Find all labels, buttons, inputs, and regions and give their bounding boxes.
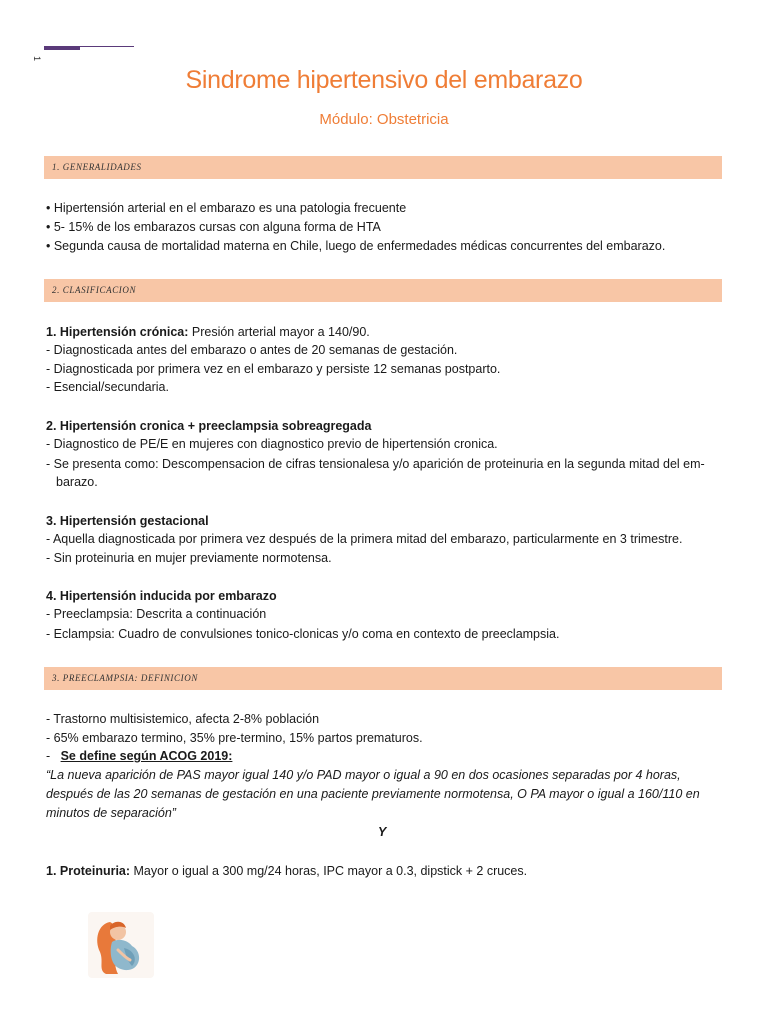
bullet-item: • Hipertensión arterial en el embarazo es una patologia frecuente — [46, 201, 407, 215]
definition-line — [46, 748, 232, 764]
header-accent-bar — [44, 46, 80, 50]
list-item-continuation: barazo. — [56, 475, 98, 489]
list-item: - Eclampsia: Cuadro de convulsiones tonico-clonicas y/o coma en contexto de preeclampsia. — [46, 627, 560, 641]
module-subtitle: Módulo: Obstetricia — [319, 111, 449, 128]
pregnant-woman-illustration — [88, 912, 154, 978]
classification-3-title: 3. Hipertensión gestacional — [46, 514, 209, 528]
definition-label: Se define según ACOG 2019: — [60, 749, 233, 763]
list-item: - Diagnosticada por primera vez en el embarazo y persiste 12 semanas postparto. — [46, 362, 501, 376]
header-accent-line — [80, 46, 134, 47]
acog-definition-quote: “La nueva aparición de PAS mayor igual 140 y/o PAD mayor o igual a 90 en dos ocasiones separadas por 4 horas, después de las 20 semanas de gestación en una paciente previamente normotensa, O PA mayor o igual a 160/110 en minutos de separación” — [46, 768, 700, 820]
section-header-preeclampsia — [44, 667, 722, 690]
list-item: - Diagnostico de PE/E en mujeres con diagnostico previo de hipertensión cronica. — [46, 437, 498, 451]
list-item: - Esencial/secundaria. — [46, 380, 169, 394]
classification-1-title — [46, 324, 370, 340]
section-heading: 3. PREECLAMPSIA: DEFINICION — [52, 673, 198, 683]
section-header-generalidades — [44, 156, 722, 179]
criterion-label: 1. Proteinuria: — [46, 864, 131, 878]
criterion-proteinuria — [46, 863, 527, 879]
classification-4-title: 4. Hipertensión inducida por embarazo — [46, 589, 277, 603]
classification-2-title: 2. Hipertensión cronica + preeclampsia sobreagregada — [46, 419, 372, 433]
bullet-item: • 5- 15% de los embarazos cursas con alguna forma de HTA — [46, 220, 381, 234]
list-item: - Trastorno multisistemico, afecta 2-8% población — [46, 712, 320, 726]
list-item: - Preeclampsia: Descrita a continuación — [46, 607, 267, 621]
list-item: - Diagnosticada antes del embarazo o antes de 20 semanas de gestación. — [46, 343, 458, 357]
criterion-text: Mayor o igual a 300 mg/24 horas, IPC mayor a 0.3, dipstick + 2 cruces. — [130, 864, 528, 878]
document-title: Sindrome hipertensivo del embarazo — [185, 66, 583, 94]
section-heading: 1. GENERALIDADES — [52, 162, 142, 172]
list-item: - Se presenta como: Descompensacion de cifras tensionalesa y/o aparición de proteinuria en la segunda mitad del em- — [46, 457, 705, 471]
list-item: - Sin proteinuria en mujer previamente normotensa. — [46, 551, 332, 565]
list-item: - 65% embarazo termino, 35% pre-termino, 15% partos prematuros. — [46, 731, 423, 745]
conjunction-y: Y — [378, 825, 387, 839]
bullet-item: • Segunda causa de mortalidad materna en Chile, luego de enfermedades médicas concurrentes del embarazo. — [46, 239, 666, 253]
classification-description: Presión arterial mayor a 140/90. — [188, 325, 370, 339]
page-number: 1 — [32, 56, 42, 62]
section-header-clasificacion — [44, 279, 722, 302]
section-heading: 2. CLASIFICACION — [52, 285, 137, 295]
list-item: - Aquella diagnosticada por primera vez después de la primera mitad del embarazo, particularmente en 3 trimestre. — [46, 532, 683, 546]
list-dash: - — [46, 749, 61, 763]
classification-label: 1. Hipertensión crónica: — [46, 325, 189, 339]
